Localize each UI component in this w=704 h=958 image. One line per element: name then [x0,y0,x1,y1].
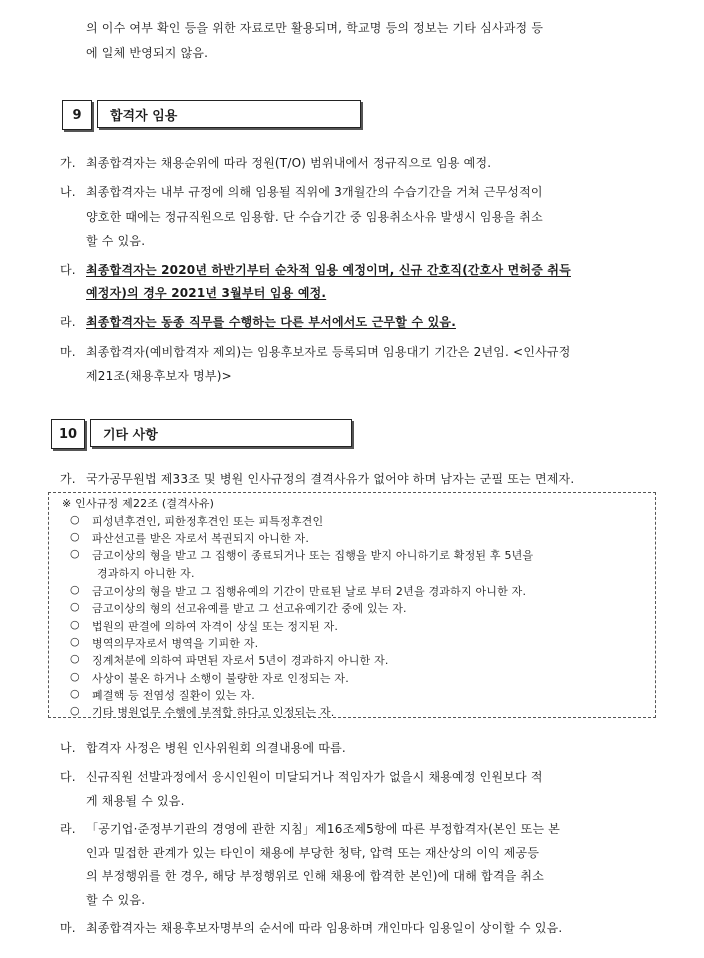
note-header: ※ 인사규정 제22조 (결격사유) [62,497,215,510]
section-10-number: 10 [51,419,85,449]
circle-bullet-icon: ○ [70,687,80,700]
item-line: 할 수 있음. [86,234,146,248]
item-line: 「공기업·준정부기관의 경영에 관한 지침」제16조제5항에 따른 부정합격자(본인 또는 본 [86,822,561,836]
item-marker: 나. [60,741,76,755]
item-marker: 마. [60,921,76,935]
circle-bullet-icon: ○ [70,618,80,631]
note-item: 징계처분에 의하여 파면된 자로서 5년이 경과하지 아니한 자. [92,654,389,667]
note-item: 폐결핵 등 전염성 질환이 있는 자. [92,689,255,702]
item-line: 양호한 때에는 정규직원으로 임용함. 단 수습기간 중 임용취소사유 발생시 임용을 취소 [86,210,543,224]
circle-bullet-icon: ○ [70,670,80,683]
item-line: 예정자)의 경우 2021년 3월부터 임용 예정. [86,286,327,300]
circle-bullet-icon: ○ [70,513,80,526]
section-9-number: 9 [62,100,92,130]
item-marker: 나. [60,185,76,199]
note-item: 금고이상의 형의 선고유예를 받고 그 선고유예기간 중에 있는 자. [92,602,407,615]
item-line: 최종합격자는 내부 규정에 의해 임용될 직위에 3개월간의 수습기간을 거쳐 근무성적이 [86,185,543,199]
item-line: 신규직원 선발과정에서 응시인원이 미달되거나 적임자가 없을시 채용예정 인원보다 적 [86,770,543,784]
item-line: 합격자 사정은 병원 인사위원회 의결내용에 따름. [86,741,346,755]
circle-bullet-icon: ○ [70,635,80,648]
item-marker: 라. [60,822,76,836]
note-item: 파산선고를 받은 자로서 복권되지 아니한 자. [92,532,310,545]
item-marker: 라. [60,315,76,329]
item-line: 할 수 있음. [86,893,146,907]
intro-line-2: 에 일체 반영되지 않음. [86,46,209,60]
note-item-continuation: 경과하지 아니한 자. [97,567,195,580]
item-line: 최종합격자(예비합격자 제외)는 임용후보자로 등록되며 임용대기 기간은 2년임. <인사규정 [86,345,571,359]
note-item: 피성년후견인, 피한정후견인 또는 피특정후견인 [92,515,324,528]
item-marker: 가. [60,156,76,170]
item-marker: 마. [60,345,76,359]
item-line: 의 부정행위를 한 경우, 해당 부정행위로 인해 채용에 합격한 본인)에 대해 합격을 취소 [86,869,545,883]
item-marker: 다. [60,770,76,784]
note-item: 금고이상의 형을 받고 그 집행유예의 기간이 만료된 날로 부터 2년을 경과하지 아니한 자. [92,585,527,598]
item-line: 국가공무원법 제33조 및 병원 인사규정의 결격사유가 없어야 하며 남자는 군필 또는 면제자. [86,472,575,486]
circle-bullet-icon: ○ [70,530,80,543]
note-item: 병역의무자로서 병역을 기피한 자. [92,637,259,650]
circle-bullet-icon: ○ [70,583,80,596]
item-marker: 가. [60,472,76,486]
item-marker: 다. [60,263,76,277]
note-item: 기타 병원업무 수행에 부적합 하다고 인정되는 자. [92,706,335,719]
section-9-title: 합격자 임용 [97,100,361,128]
item-line: 최종합격자는 동종 직무를 수행하는 다른 부서에서도 근무할 수 있음. [86,315,456,329]
circle-bullet-icon: ○ [70,652,80,665]
item-line: 최종합격자는 채용순위에 따라 정원(T/O) 범위내에서 정규직으로 임용 예정. [86,156,492,170]
circle-bullet-icon: ○ [70,704,80,717]
note-item: 금고이상의 형을 받고 그 집행이 종료되거나 또는 집행을 받지 아니하기로 확정된 후 5년을 [92,549,534,562]
circle-bullet-icon: ○ [70,547,80,560]
item-line: 게 채용될 수 있음. [86,794,185,808]
item-line: 최종합격자는 2020년 하반기부터 순차적 임용 예정이며, 신규 간호직(간호사 면허증 취득 [86,263,571,277]
item-line: 최종합격자는 채용후보자명부의 순서에 따라 임용하며 개인마다 임용일이 상이할 수 있음. [86,921,563,935]
note-item: 법원의 판결에 의하여 자격이 상실 또는 정지된 자. [92,620,339,633]
intro-line-1: 의 이수 여부 확인 등을 위한 자료로만 활용되며, 학교명 등의 정보는 기타 심사과정 등 [86,21,544,35]
section-10-title: 기타 사항 [90,419,352,447]
circle-bullet-icon: ○ [70,600,80,613]
item-line: 인과 밀접한 관계가 있는 타인이 채용에 부당한 청탁, 압력 또는 재산상의 이익 제공등 [86,846,540,860]
item-line: 제21조(채용후보자 명부)> [86,369,232,383]
note-item: 사상이 불온 하거나 소행이 불량한 자로 인정되는 자. [92,672,349,685]
